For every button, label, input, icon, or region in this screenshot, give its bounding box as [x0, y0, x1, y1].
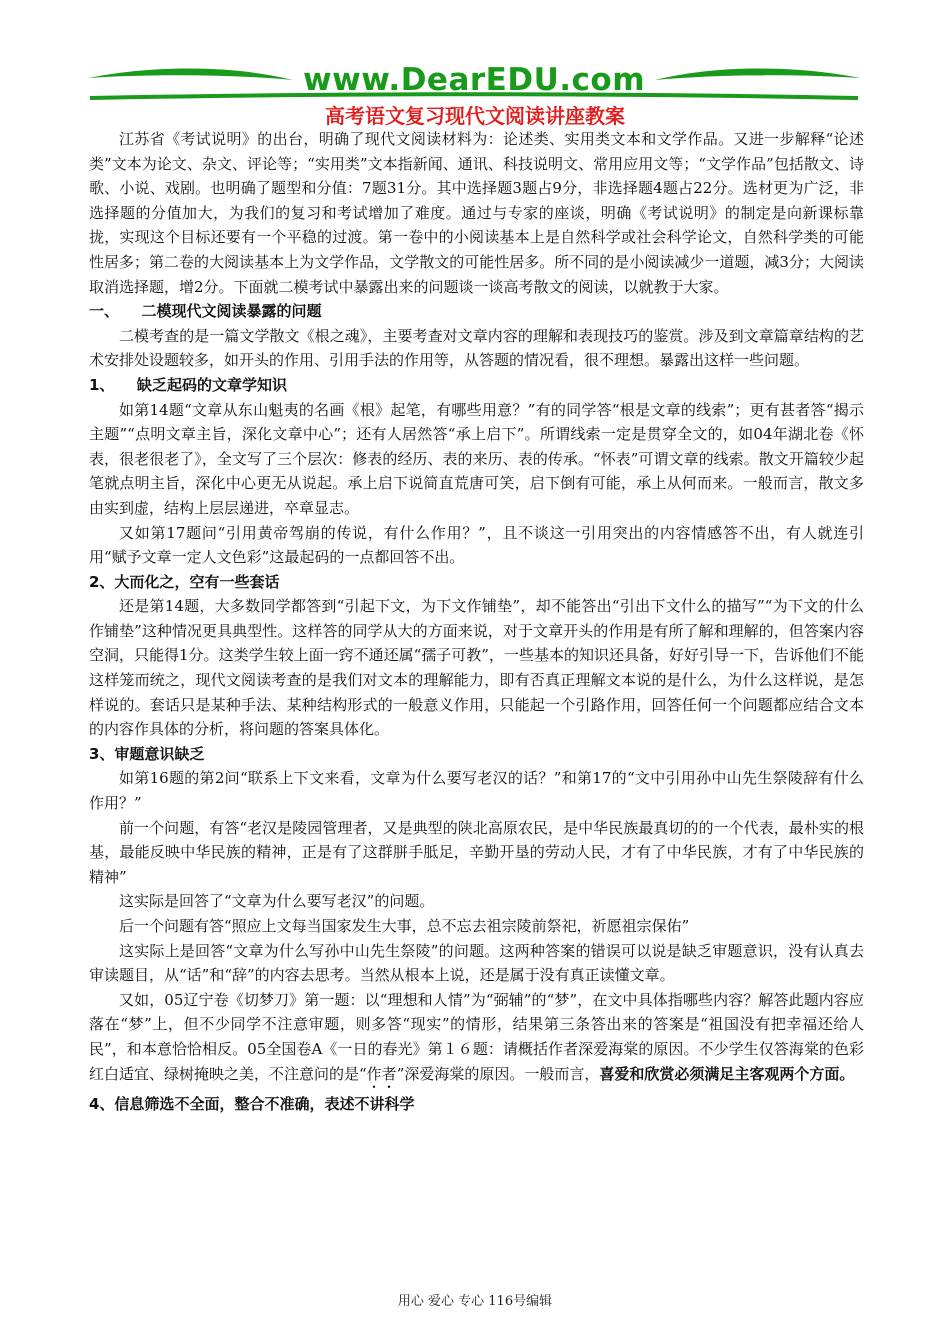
subsection-3-paragraph-6	[89, 988, 864, 1092]
section-1-heading: 一、 二模现代文阅读暴露的问题	[89, 302, 322, 321]
paragraph-6-text-b: ”深爱海棠的原因。一般而言，	[396, 1064, 600, 1083]
subsection-3-paragraph-4: 后一个问题有答“照应上文每当国家发生大事，总不忘去祖宗陵前祭祀，祈愿祖宗保佑”	[119, 917, 690, 935]
subsection-2-paragraph-1: 还是第14题，大多数同学都答到“引起下文，为下文作铺垫”，却不能答出“引出下文什么的描写”“为下文的什么作铺垫”这种情况更具典型性。这样答的同学从大的方面来说，对于文章开头的作用是有所了解和理解的，但答案内容空洞，只能得1分。这类学生较上面一窍不通还属“孺子可教”，一些基本的知识还具备，好好引导一下，告诉他们不能这样笼而统之，现代文阅读考查的是我们对文本的理解能力，即有否真正理解文本说的是什么，为什么这样说，是怎样说的。套话只是某种手法、某种结构形式的一般意义作用，只能起一个引路作用，回答任何一个问题都应结合文本的内容作具体的分析，将问题的答案具体化。	[89, 597, 864, 739]
subsection-1-heading: 1、 缺乏起码的文章学知识	[89, 375, 287, 394]
subsection-3-paragraph-5: 这实际上是回答“文章为什么写孙中山先生祭陵”的问题。这两种答案的错误可以说是缺乏审题意识，没有认真去审读题目，从“话”和“辞”的内容去思考。当然从根本上说，还是属于没有真正读懂文章。	[89, 941, 864, 985]
site-banner	[88, 58, 860, 102]
page-footer: 用心 爱心 专心 116号编辑	[397, 1294, 553, 1309]
paragraph-6-text-a: 又如，05辽宁卷《切梦刀》第一题：以“理想和人情”为“弼辅”的“梦”，在文中具体指哪些内容？解答此题内容应落在“梦”上，但不少同学不注意审题，则多答“现实”的情形，结果第三条答出来的答案是“祖国没有把幸福还给人民”，和本意恰恰相反。05全国卷A《一日的春光》第１６题：请概括作者深爱海棠的原因。不少学生仅答海棠的色彩红白适宜、绿树掩映之美，不注意问的是“	[89, 990, 864, 1083]
section-1-paragraph: 二模考查的是一篇文学散文《根之魂》，主要考查对文章内容的理解和表现技巧的鉴赏。涉及到文章篇章结构的艺术安排处设题较多，如开头的作用、引用手法的作用等，从答题的情况看，很不理想。暴露出这样一些问题。	[89, 326, 864, 370]
subsection-1-paragraph-2: 又如第17题问“引用黄帝驾崩的传说，有什么作用？”，且不谈这一引用突出的内容情感答不出，有人就连引用“赋予文章一定人文色彩”这最起码的一点都回答不出。	[89, 523, 864, 567]
page-title: 高考语文复习现代文阅读讲座教案	[325, 104, 625, 128]
emphasis-dotted-text: 作者	[366, 1064, 397, 1083]
subsection-3-paragraph-3: 这实际是回答了“文章为什么要写老汉”的问题。	[119, 892, 435, 911]
subsection-2-heading: 2、大而化之，空有一些套话	[89, 572, 280, 591]
article-body	[89, 127, 864, 1116]
subsection-3-heading: 3、审题意识缺乏	[89, 744, 205, 763]
subsection-4-heading: 4、信息筛选不全面，整合不准确，表述不讲科学	[89, 1094, 415, 1113]
subsection-1-paragraph-1: 如第14题“文章从东山魁夷的名画《根》起笔，有哪些用意？”有的同学答“根是文章的线索”；更有甚者答“揭示主题”“点明文章主旨，深化文章中心”；还有人居然答“承上启下”。所谓线索一定是贯穿全文的，如04年湖北卷《怀表，很老很老了》，全文写了三个层次：修表的经历、表的来历、表的传承。“怀表”可谓文章的线索。散文开篇较少起笔就点明主旨，深化中心更无从说起。承上启下说简直荒唐可笑，启下倒有可能，承上从何而来。一般而言，散文多由实到虚，结构上层层递进，卒章显志。	[89, 400, 864, 517]
site-logo-text: www.DearEDU.com	[302, 62, 645, 98]
subsection-3-paragraph-1: 如第16题的第2问“联系上下文来看，文章为什么要写老汉的话？”和第17的“文中引用孙中山先生祭陵辞有什么作用？”	[89, 769, 864, 813]
subsection-3-paragraph-2: 前一个问题，有答“老汉是陵园管理者，又是典型的陕北高原农民，是中华民族最真切的的一个代表，最朴实的根基，最能反映中华民族的精神，正是有了这群胼手胝足，辛勤开垦的劳动人民，才有了中华民族，才有了中华民族的精神”	[89, 818, 864, 886]
bold-conclusion-text: 喜爱和欣赏必须满足主客观两个方面。	[599, 1064, 855, 1083]
intro-paragraph: 江苏省《考试说明》的出台，明确了现代文阅读材料为：论述类、实用类文本和文学作品。又进一步解释“论述类”文本为论文、杂文、评论等；“实用类”文本指新闻、通讯、科技说明文、常用应用文等；“文学作品”包括散文、诗歌、小说、戏剧。也明确了题型和分值：7题31分。其中选择题3题占9分，非选择题4题占22分。选材更为广泛，非选择题的分值加大，为我们的复习和考试增加了难度。通过与专家的座谈，明确《考试说明》的制定是向新课标靠拢，实现这个目标还要有一个平稳的过渡。第一卷中的小阅读基本上是自然科学或社会科学论文，自然科学类的可能性居多；第二卷的大阅读基本上为文学作品，文学散文的可能性居多。所不同的是小阅读减少一道题，减3分；大阅读取消选择题，增2分。下面就二模考试中暴露出来的问题谈一谈高考散文的阅读，以就教于大家。	[89, 130, 864, 296]
